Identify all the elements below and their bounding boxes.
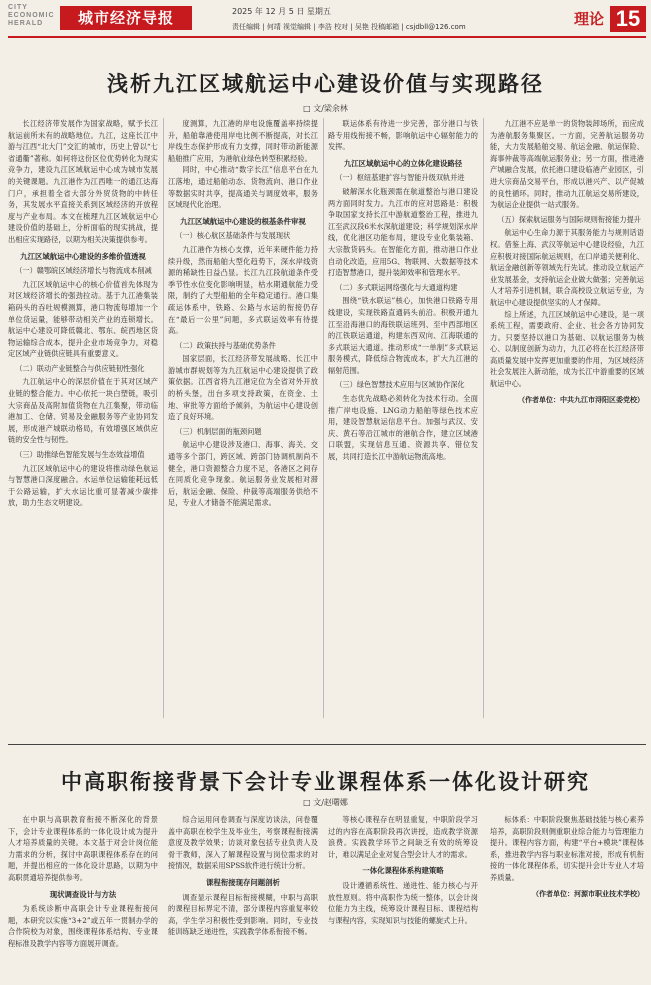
paragraph: 度测算，九江港的岸电设施覆盖率持续提升，船舶靠港使用岸电比例不断提高，对长江岸线生态保护形成有力支撑，同时带动新能源船舶推广应用，为港航业绿色转型积累经验。 <box>168 119 318 163</box>
logo-en: CITY ECONOMIC HERALD <box>8 4 55 27</box>
paragraph: 破解深水化瓶颈需在航道整治与港口建设两方面同时发力。九江市的应对思路是：积极争取国家支持长江中游航道整治工程，推进九江至武汉段6米水深航道建设；科学规划深水岸线，优化港区功能布局，建设专业化集装箱、大宗散货码头。在智能化方面，推动港口作业自动化改造，应用5G、物联网、大数据等技术打造智慧港口，提升装卸效率和管理水平。 <box>328 186 478 278</box>
paragraph: 生态优先战略必须转化为技术行动。全面推广岸电设施、LNG动力船舶等绿色技术应用，建设智慧航运信息平台。加强与武汉、安庆、黄石等沿江城市的港航合作，建立区域港口联盟，实现信息互通、资源共享、错位发展，共同打造长江中游航运物流高地。 <box>328 394 478 462</box>
section-heading: 一体化课程体系构建策略 <box>362 866 444 876</box>
subsection-heading: （一）核心航区基础条件与发展现状 <box>175 231 291 241</box>
paragraph: 航运中心生命力源于其服务能力与规则话语权。借鉴上海、武汉等航运中心建设经验，九江应积极对接国际航运规则，在口岸通关便利化、航运金融创新等领域先行先试。推动设立航运产业发展基金，支持航运企业做大做强；完善航运人才培养引进机制，联合高校设立航运专业，为航运中心建设提供坚实的人才保障。 <box>490 228 644 307</box>
article1-column-3 <box>328 118 478 718</box>
article2-column-2 <box>168 814 318 980</box>
section-heading: 课程衔接现存问题剖析 <box>206 877 280 887</box>
subsection-heading: （一）枢纽基建扩容与智能升级双轨并进 <box>335 173 465 183</box>
paragraph: 等核心课程存在明显重复，中职阶段学习过的内容在高职阶段再次讲授，造成教学资源浪费。实践教学环节之间缺乏有效的统筹设计，难以满足企业对复合型会计人才的需求。 <box>328 815 478 859</box>
paragraph: 九江区域航运中心的核心价值首先体现为对区域经济增长的强劲拉动。基于九江港集装箱码头的吞吐规模测算，港口物流每增加一个单位货运量，能够带动相关产业的连锁增长。航运中心建设可降低赣北、鄂东、皖西地区货物运输综合成本，提升企业市场竞争力，对稳定区域产业链供应链具有重要意义。 <box>8 279 158 359</box>
paragraph: 围绕“铁水联运”核心，加快港口铁路专用线建设，实现铁路直通码头前沿。积极开通九江至沿海港口的海铁联运班列、至中西部地区的江铁联运通道，构建东西双向、江海联通的多式联运大通道。推动形成“一单制”多式联运服务模式，降低综合物流成本，扩大九江港的辐射范围。 <box>328 296 478 375</box>
paragraph: 在中职与高职教育衔接不断深化的背景下，会计专业课程体系的一体化设计成为提升人才培养质量的关键。本文基于对会计岗位能力需求的分析，探讨中高职课程体系存在的问题，并提出相应的一体化设计思路，以期为中高职贯通培养提供参考。 <box>8 815 158 882</box>
article1-column-2 <box>168 118 318 718</box>
column-divider <box>163 118 164 718</box>
paragraph: 标体系：中职阶段聚焦基础技能与核心素养培养，高职阶段则侧重职业综合能力与管理能力提升。课程内容方面，构建“平台+模块”课程体系，推进教学内容与职业标准对接，形成有机衔接的一体化课程体系，切实提升会计专业人才培养质量。 <box>490 815 644 882</box>
article1-title: 浅析九江区域航运中心建设价值与实现路径 <box>107 72 544 96</box>
author-affiliation: （作者单位：河源市职业技术学校） <box>532 888 644 898</box>
paragraph: 国家层面，长江经济带发展战略、长江中游城市群规划等为九江航运中心建设提供了政策依据。江西省将九江港定位为全省对外开放的桥头堡，出台多项支持政策，在资金、土地、审批等方面给予倾斜，为航运中心建设创造了良好环境。 <box>168 354 318 422</box>
page-number: 15 <box>610 6 646 32</box>
article1-column-4 <box>490 118 644 738</box>
paragraph: 九江航运中心的深层价值在于其对区域产业链的整合能力。中心依托一块白塑链，吸引大宗商品及高附加值货物在九江集聚，带动临港加工、仓储、贸易及金融服务等产业协同发展，形成港产城联动格局，有效增强区域供应链的安全性与韧性。 <box>8 377 158 445</box>
subsection-heading: （二）多式联运网络强化与大通道构建 <box>335 282 458 292</box>
subsection-heading: （五）探索航运服务与国际规则衔接能力提升 <box>497 214 641 224</box>
issue-date: 2025 年 12 月 5 日 星期五 <box>232 7 331 16</box>
section-heading: 九江区域航运中心建设的多维价值透视 <box>20 251 146 261</box>
article1-byline: □ 文/梁余林 <box>303 104 348 113</box>
subsection-heading: （一）赣鄂皖区域经济增长与物流成本削减 <box>15 266 152 276</box>
paragraph: 同时，中心推动“数字长江”信息平台在九江落地，通过船舶动态、货物流向、港口作业等数据实时共享，提高通关与调度效率，服务区域现代化治理。 <box>168 165 318 210</box>
paragraph: 综合运用问卷调查与深度访谈法，问卷覆盖中高职在校学生及毕业生，考察课程衔接满意度及教学效果；访谈对象包括专业负责人及骨干教师，深入了解课程设置与岗位需求的对接情况，数据采用SPSS软件进行统计分析。 <box>168 815 318 871</box>
paragraph: 九江区域航运中心的建设将推动绿色航运与智慧港口深度融合。水运单位运输能耗远低于公路运输，扩大水运比重可显著减少碳排放，助力生态文明建设。 <box>8 463 158 508</box>
section-label: 理论 <box>574 10 605 28</box>
section-heading: 九江区域航运中心建设的根基条件审视 <box>180 216 306 226</box>
paragraph: 长江经济带发展作为国家战略，赋予长江航运前所未有的战略地位。九江，这座长江中游与江西“北大门”交汇的城市，历史上曾以“七省通衢”著称。如何将这份区位优势转化为现实竞争力，建设九江区域航运中心成为城市发展的关键课题。九江港作为江西唯一的通江达海门户，承担着全省大部分外贸货物的中转任务，其发展水平直接关系到区域经济的开放程度与产业布局。本文在梳理九江区域航运中心建设价值的基础上，分析面临的现实挑战，提出相应实现路径，以期为相关决策提供参考。 <box>8 119 158 244</box>
article2-title: 中高职衔接背景下会计专业课程体系一体化设计研究 <box>61 770 590 794</box>
staff-credits: 责任编辑 | 何靖 视觉编辑 | 李浩 校对 | 吴艳 投稿邮箱 | csjdbll@126.com <box>232 23 466 31</box>
article-separator <box>8 744 646 745</box>
subsection-heading: （三）绿色智慧技术应用与区域协作深化 <box>335 380 465 390</box>
column-divider <box>483 118 484 718</box>
article2-column-3 <box>328 814 478 980</box>
paragraph: 航运中心建设涉及港口、海事、海关、交通等多个部门，跨区域、跨部门协调机制尚不健全，港口资源整合力度不足，各港区之间存在同质化竞争现象。航运服务业发展相对滞后，航运金融、保险、仲裁等高端服务供给不足，专业人才储备不能满足需求。 <box>168 440 318 508</box>
subsection-heading: （二）联动产业链整合与供应链韧性强化 <box>15 363 145 373</box>
newspaper-brand: 城市经济导报 <box>60 6 192 30</box>
paragraph: 设计遵循系统性、递进性、能力核心与开放性原则。将中高职作为统一整体，以会计岗位能力为主线，统筹设计课程目标、课程结构与课程内容，实现知识与技能的螺旋式上升。 <box>328 880 478 925</box>
paragraph: 调查显示课程目标衔接模糊，中职与高职的课程目标界定不清，部分课程内容重复率较高，学生学习积极性受到影响。同时，专业技能训练缺乏递进性，实践教学体系衔接不畅。 <box>168 892 318 937</box>
paragraph: 综上所述，九江区域航运中心建设，是一项系统工程，需要政府、企业、社会各方协同发力。只要坚持以港口为基础、以航运服务为核心、以制度创新为动力，九江必将在长江经济带高质量发展中发挥更加重要的作用，为区域经济社会发展注入新动能，成为长江中游重要的区域航运中心。 <box>490 309 644 389</box>
article2-byline: □ 文/赵曙娜 <box>303 798 348 807</box>
paragraph: 九江港不应是单一的货物装卸场所，而应成为港航服务集聚区。一方面，完善航运服务功能，大力发展船舶交易、航运金融、航运保险、海事仲裁等高端航运服务业；另一方面，推进港产城融合发展，依托港口建设临港产业园区，引进大宗商品交易平台，形成以港兴产、以产促城的良性循环。同时，推动九江航运交易所建设，为航运企业提供一站式服务。 <box>490 119 644 210</box>
article2-column-4 <box>490 814 644 982</box>
author-affiliation: （作者单位：中共九江市浔阳区委党校） <box>518 394 644 404</box>
masthead <box>0 0 651 40</box>
article2-column-1 <box>8 814 158 980</box>
column-divider <box>323 118 324 718</box>
subsection-heading: （三）机制层面的瓶颈问题 <box>175 426 262 436</box>
paragraph: 联运体系有待进一步完善，部分港口与铁路专用线衔接不畅，影响航运中心辐射能力的发挥。 <box>328 119 478 152</box>
section-heading: 九江区域航运中心的立体化建设路径 <box>343 158 463 168</box>
paragraph: 九江港作为核心支撑，近年来硬件能力持续升级，然而船舶大型化趋势下，深水岸线资源的稀缺性日益凸显。长江九江段航道条件受季节性水位变化影响明显，枯水期通航能力受限，制约了大型船舶的全年稳定通行。港口集疏运体系中，铁路、公路与水运的衔接仍存在“最后一公里”问题，多式联运效率有待提高。 <box>168 244 318 336</box>
subsection-heading: （三）助推绿色智能发展与生态效益增值 <box>15 450 145 460</box>
subsection-heading: （二）政策扶持与基础优势条件 <box>175 340 276 350</box>
article1-column-1 <box>8 118 158 718</box>
section-heading: 现状调查设计与方法 <box>49 889 117 899</box>
header-rule <box>8 36 646 38</box>
paragraph: 为系统诊断中高职会计专业课程衔接问题，本研究以实施“3+2”或五年一贯制办学的合作院校为对象，围绕课程体系结构、专业课程标准及教学内容等方面展开调查。 <box>8 904 158 948</box>
